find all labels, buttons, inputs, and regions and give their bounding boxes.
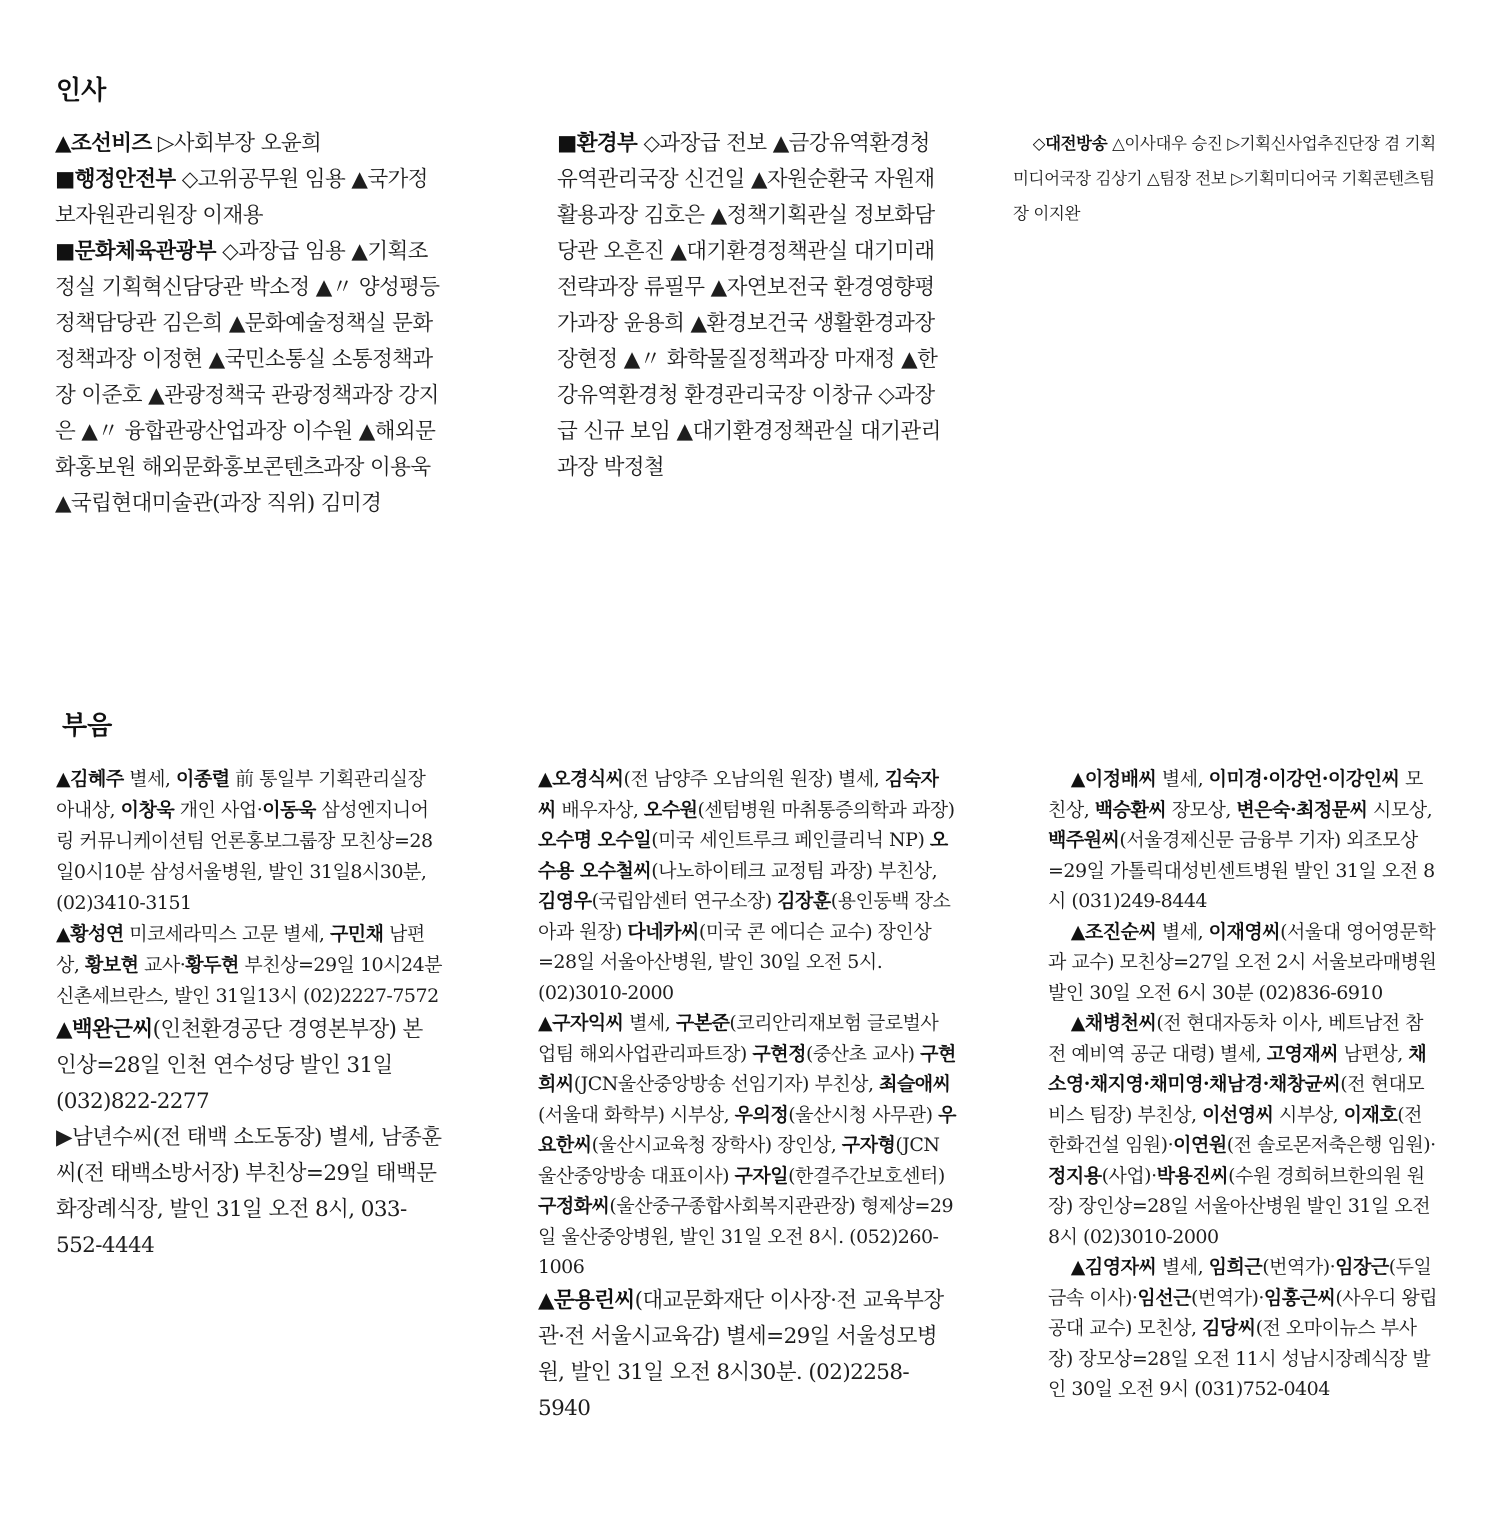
obituary-column-1	[56, 764, 442, 1264]
obituary-entry: ▲문용린씨(대교문화재단 이사장·전 교육부장관·전 서울시교육감) 별세=29일 서울성모병원, 발인 31일 오전 8시30분. (02)2258-5940	[538, 1287, 944, 1421]
obituary-entry: ▲조진순씨 별세, 이재영씨(서울대 영어영문학과 교수) 모친상=27일 오전 2시 서울보라매병원 발인 30일 오전 6시 30분 (02)836-6910	[1048, 920, 1437, 1004]
obituary-entry: ▲김혜주 별세, 이종렬 前 통일부 기획관리실장 아내상, 이창욱 개인 사업·이동욱 삼성엔지니어링 커뮤니케이션팀 언론홍보그룹장 모친상=28일0시10분 삼성서울병원, 발인 31일8시30분, (02)3410-3151	[56, 768, 433, 914]
personnel-entry: ▲조선비즈 ▷사회부장 오윤희	[55, 131, 322, 156]
obituary-entry: ▲구자익씨 별세, 구본준(코리안리재보험 글로벌사업팀 해외사업관리파트장) 구현정(중산초 교사) 구현희씨(JCN울산중앙방송 선임기자) 부친상, 최슬애씨(서울대 화학부) 시부상, 우의정(울산시청 사무관) 우요한씨(울산시교육청 장학사) 장인상, 구자형(JCN울산중앙방송 대표이사) 구자일(한결주간보호센터) 구정화씨(울산중구종합사회복지관관장) 형제상=29일 울산중앙병원, 발인 31일 오전 8시. (052)260-1006	[538, 1012, 956, 1278]
personnel-entry: ◇대전방송 △이사대우 승진 ▷기획신사업추진단장 겸 기획미디어국장 김상기 △팀장 전보 ▷기획미디어국 기획콘텐츠팀장 이지완	[1013, 134, 1436, 223]
obituary-entry: ▲백완근씨(인천환경공단 경영본부장) 본인상=28일 인천 연수성당 발인 31일 (032)822-2277	[56, 1017, 423, 1114]
personnel-column-2	[557, 126, 945, 486]
obituary-column-3	[1048, 764, 1440, 1405]
obituary-entry: ▲황성연 미코세라믹스 고문 별세, 구민채 남편상, 황보현 교사·황두현 부친상=29일 10시24분 신촌세브란스, 발인 31일13시 (02)2227-7572	[56, 923, 443, 1007]
personnel-entry: ■행정안전부 ◇고위공무원 임용 ▲국가정보자원관리원장 이재용	[55, 167, 428, 228]
personnel-column-1	[55, 126, 443, 522]
obituary-column-2	[538, 764, 956, 1427]
obituary-entry: ▲채병천씨(전 현대자동차 이사, 베트남전 참전 예비역 공군 대령) 별세, 고영재씨 남편상, 채소영·채지영·채미영·채남경·채창균씨(전 현대모비스 팀장) 부친상, 이선영씨 시부상, 이재호(전 한화건설 임원)·이연원(전 솔로몬저축은행 임원)·정지용(사업)·박용진씨(수원 경희허브한의원 원장) 장인상=28일 서울아산병원 발인 31일 오전 8시 (02)3010-2000	[1048, 1012, 1436, 1248]
obituary-entry: ▶남년수씨(전 태백 소도동장) 별세, 남종훈씨(전 태백소방서장) 부친상=29일 태백문화장례식장, 발인 31일 오전 8시, 033-552-4444	[56, 1125, 442, 1258]
obituary-entry: ▲오경식씨(전 남양주 오남의원 원장) 별세, 김숙자씨 배우자상, 오수원(센텀병원 마취통증의학과 과장) 오수명 오수일(미국 세인트루크 페인클리닉 NP) 오수용 오수철씨(나노하이테크 교정팀 과장) 부친상, 김영우(국립암센터 연구소장) 김장훈(용인동백 장소아과 원장) 다네카씨(미국 콘 에디슨 교수) 장인상=28일 서울아산병원, 발인 30일 오전 5시. (02)3010-2000	[538, 768, 955, 1004]
obituaries-title: 부음	[62, 711, 113, 741]
personnel-entry: ■환경부 ◇과장급 전보 ▲금강유역환경청 유역관리국장 신건일 ▲자원순환국 자원재활용과장 김호은 ▲정책기획관실 정보화담당관 오흔진 ▲대기환경정책관실 대기미래전략과장 류필무 ▲자연보전국 환경영향평가과장 윤용희 ▲환경보건국 생활환경과장 장현정 ▲〃 화학물질정책과장 마재정 ▲한강유역환경청 환경관리국장 이창규 ◇과장급 신규 보임 ▲대기환경정책관실 대기관리과장 박정철	[557, 131, 941, 480]
personnel-title: 인사	[56, 76, 107, 106]
personnel-column-3	[1013, 126, 1447, 231]
obituary-entry: ▲김영자씨 별세, 임희근(번역가)·임장근(두일금속 이사)·임선근(번역가)·임홍근씨(사우디 왕립공대 교수) 모친상, 김당씨(전 오마이뉴스 부사장) 장모상=28일 오전 11시 성남시장례식장 발인 30일 오전 9시 (031)752-0404	[1048, 1256, 1438, 1400]
personnel-entry: ■문화체육관광부 ◇과장급 임용 ▲기획조정실 기획혁신담당관 박소정 ▲〃 양성평등정책담당관 김은희 ▲문화예술정책실 문화정책과장 이정현 ▲국민소통실 소통정책과장 이준호 ▲관광정책국 관광정책과장 강지은 ▲〃 융합관광산업과장 이수원 ▲해외문화홍보원 해외문화홍보콘텐츠과장 이용욱 ▲국립현대미술관(과장 직위) 김미경	[55, 239, 440, 516]
obituary-entry: ▲이정배씨 별세, 이미경·이강언·이강인씨 모친상, 백승환씨 장모상, 변은숙·최정문씨 시모상, 백주원씨(서울경제신문 금융부 기자) 외조모상=29일 가톨릭대성빈센트병원 발인 31일 오전 8시 (031)249-8444	[1048, 768, 1435, 912]
